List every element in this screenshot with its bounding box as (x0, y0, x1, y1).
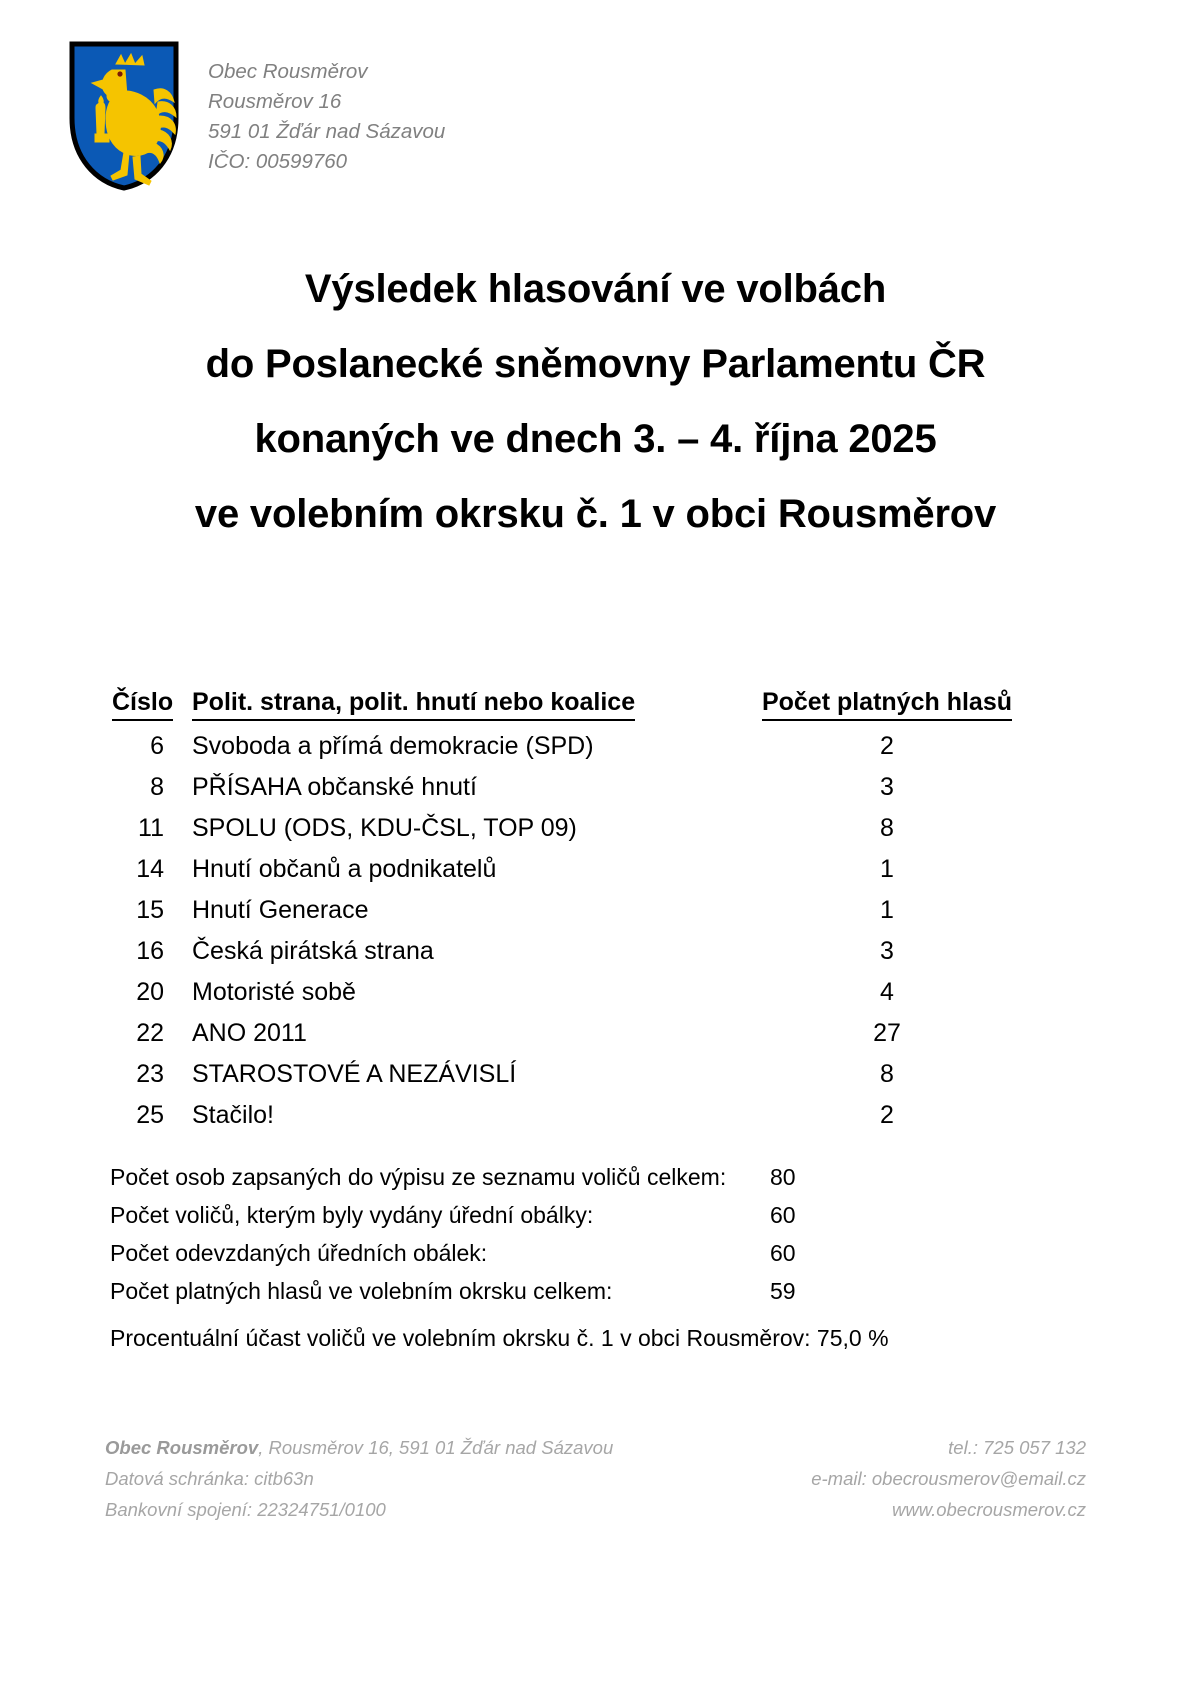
cell-votes: 2 (880, 732, 894, 760)
cell-number: 16 (136, 937, 164, 965)
summary-row (110, 1272, 830, 1310)
page-title (0, 252, 1191, 552)
summary-row (110, 1196, 830, 1234)
table-row (112, 931, 1012, 972)
table-row (112, 726, 1012, 767)
table-header-row (112, 688, 1012, 726)
footer-row (105, 1463, 1086, 1494)
cell-votes: 3 (880, 937, 894, 965)
footer (105, 1432, 1086, 1525)
rooster-coat-of-arms-icon (68, 40, 180, 192)
footer-row (105, 1432, 1086, 1463)
column-header-party: Polit. strana, polit. hnutí nebo koalice (192, 688, 762, 726)
cell-party: PŘÍSAHA občanské hnutí (192, 773, 477, 801)
organization-address (208, 40, 445, 177)
voter-turnout-line: Procentuální účast voličů ve volebním okrsku č. 1 v obci Rousměrov: 75,0 % (110, 1325, 889, 1351)
cell-number: 20 (136, 978, 164, 1006)
cell-number: 6 (150, 732, 164, 760)
footer-phone: tel.: 725 057 132 (948, 1437, 1086, 1458)
org-line-1: Obec Rousměrov (208, 60, 368, 83)
summary-value: 59 (770, 1278, 796, 1304)
cell-party: ANO 2011 (192, 1019, 307, 1047)
table-row (112, 767, 1012, 808)
summary-value: 80 (770, 1164, 796, 1190)
org-line-2: Rousměrov 16 (208, 90, 342, 113)
table-row (112, 1054, 1012, 1095)
cell-party: SPOLU (ODS, KDU-ČSL, TOP 09) (192, 814, 577, 842)
summary-label: Počet osob zapsaných do výpisu ze seznamu voličů celkem: (110, 1164, 727, 1190)
cell-number: 11 (138, 814, 164, 842)
org-line-4: IČO: 00599760 (208, 150, 348, 173)
summary-row (110, 1234, 830, 1272)
footer-org-address: , Rousměrov 16, 591 01 Žďár nad Sázavou (258, 1437, 614, 1458)
cell-number: 22 (136, 1019, 164, 1047)
footer-databox: Datová schránka: citb63n (105, 1468, 314, 1489)
footer-row (105, 1494, 1086, 1525)
cell-number: 8 (150, 773, 164, 801)
cell-party: Motoristé sobě (192, 978, 356, 1006)
footer-left-line-1 (105, 1432, 613, 1463)
cell-votes: 3 (880, 773, 894, 801)
summary-row (110, 1158, 830, 1196)
cell-number: 23 (136, 1060, 164, 1088)
title-line-3: konaných ve dnech 3. – 4. října 2025 (254, 417, 937, 461)
title-line-4: ve volebním okrsku č. 1 v obci Rousměrov (194, 492, 997, 536)
footer-email: e-mail: obecrousmerov@email.cz (811, 1468, 1086, 1489)
footer-org-name: Obec Rousměrov (105, 1437, 259, 1458)
table-row (112, 1095, 1012, 1136)
cell-party: Česká pirátská strana (192, 937, 434, 965)
cell-number: 25 (136, 1101, 164, 1129)
table-row (112, 808, 1012, 849)
election-results-table (112, 688, 1012, 1136)
cell-party: STAROSTOVÉ A NEZÁVISLÍ (192, 1060, 517, 1088)
footer-website: www.obecrousmerov.cz (892, 1499, 1086, 1520)
summary-label: Počet voličů, kterým byly vydány úřední obálky: (110, 1202, 594, 1228)
summary-value: 60 (770, 1240, 796, 1266)
table-row (112, 972, 1012, 1013)
column-header-number: Číslo (112, 688, 192, 726)
cell-number: 15 (136, 896, 164, 924)
cell-party: Hnutí Generace (192, 896, 369, 924)
table-row (112, 890, 1012, 931)
table-row (112, 849, 1012, 890)
cell-party: Stačilo! (192, 1101, 274, 1129)
summary-label: Počet odevzdaných úředních obálek: (110, 1240, 488, 1266)
cell-votes: 1 (880, 896, 894, 924)
org-line-3: 591 01 Žďár nad Sázavou (208, 120, 446, 143)
cell-votes: 8 (880, 1060, 894, 1088)
cell-number: 14 (136, 855, 164, 883)
summary-label: Počet platných hlasů ve volebním okrsku celkem: (110, 1278, 613, 1304)
summary-statistics (110, 1158, 830, 1310)
summary-value: 60 (770, 1202, 796, 1228)
column-header-votes: Počet platných hlasů (762, 688, 1012, 726)
cell-votes: 4 (880, 978, 894, 1006)
cell-votes: 27 (873, 1019, 901, 1047)
table-row (112, 1013, 1012, 1054)
cell-votes: 1 (880, 855, 894, 883)
title-line-2: do Poslanecké sněmovny Parlamentu ČR (205, 342, 986, 386)
cell-votes: 8 (880, 814, 894, 842)
cell-votes: 2 (880, 1101, 894, 1129)
title-line-1: Výsledek hlasování ve volbách (304, 267, 887, 311)
cell-party: Svoboda a přímá demokracie (SPD) (192, 732, 594, 760)
letterhead (68, 40, 445, 192)
cell-party: Hnutí občanů a podnikatelů (192, 855, 497, 883)
footer-bank-account: Bankovní spojení: 22324751/0100 (105, 1499, 386, 1520)
